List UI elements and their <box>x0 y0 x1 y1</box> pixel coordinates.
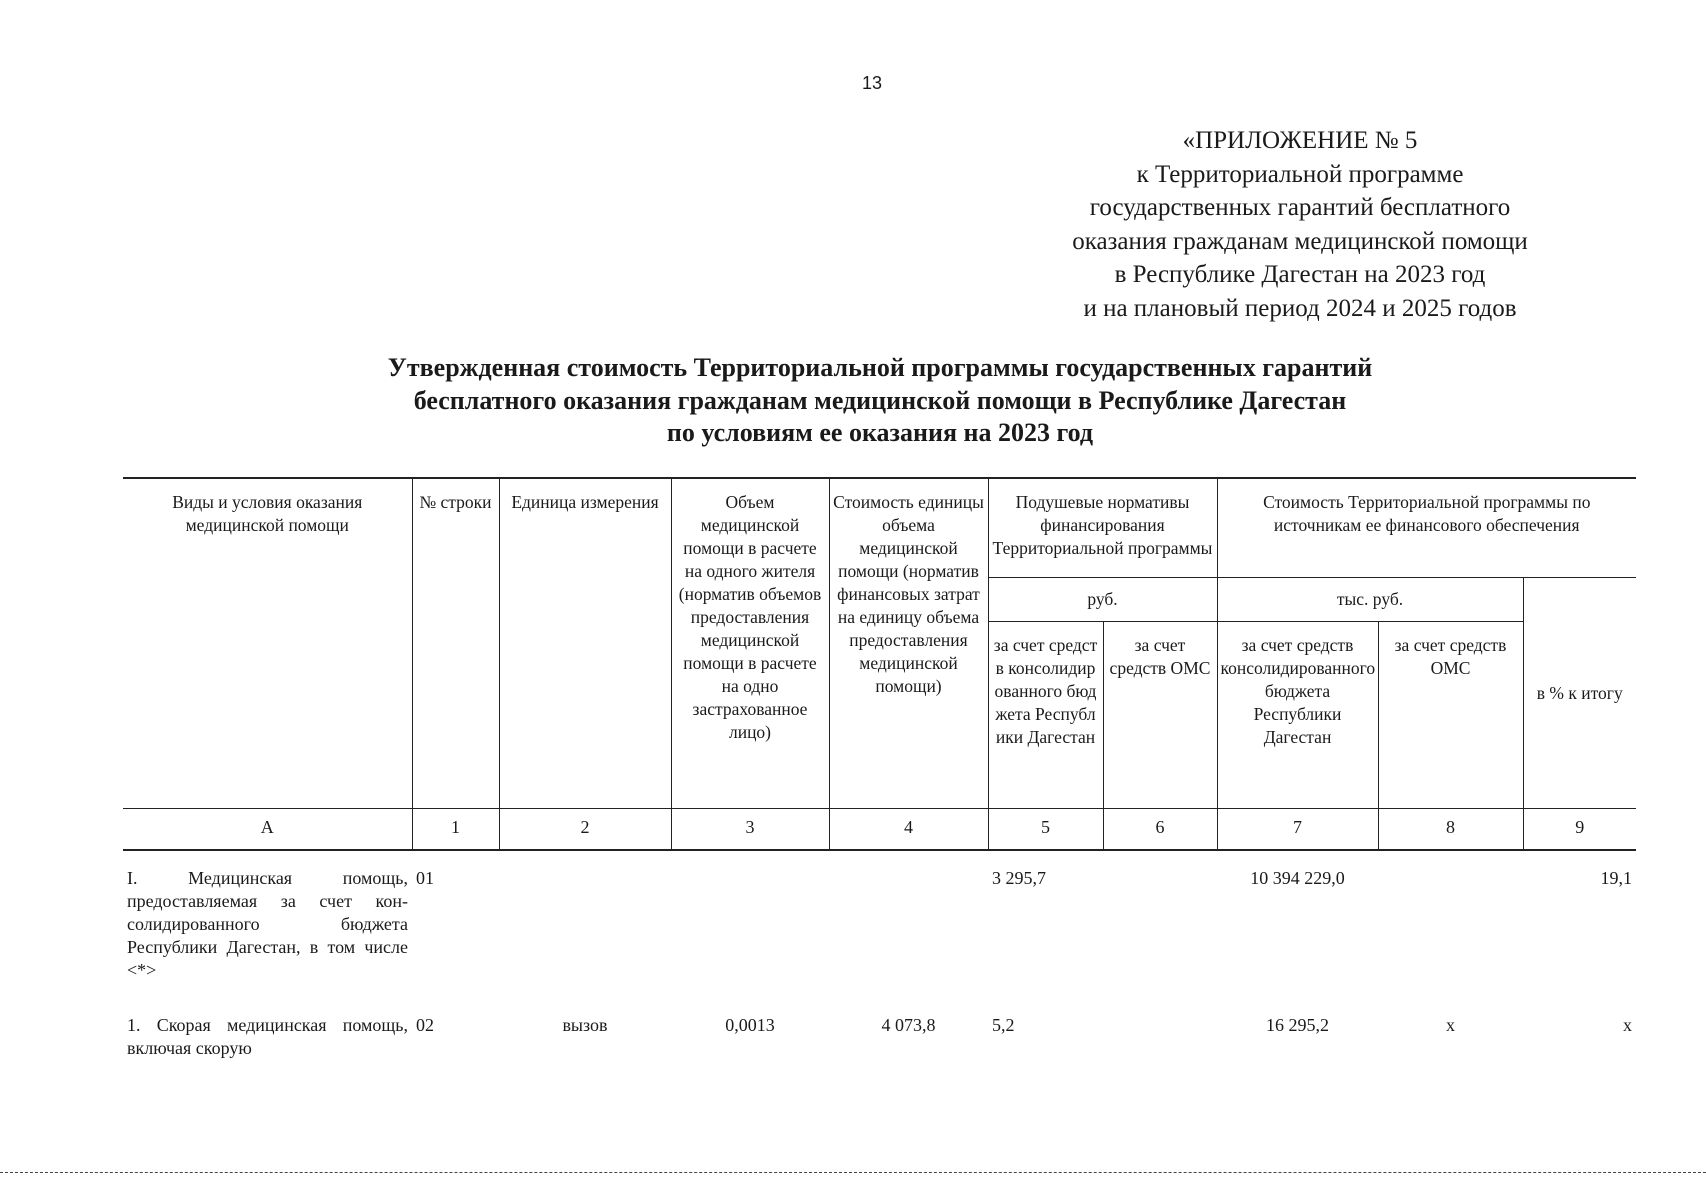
header-cost-oms: за счет средств ОМС <box>1378 622 1523 809</box>
table-row <box>123 850 1636 998</box>
cost-table-container <box>123 477 1636 1064</box>
appendix-header <box>1000 124 1600 325</box>
row-label: 1. Скорая медицинская помощь, включая скорую <box>127 1015 408 1058</box>
title-line: бесплатного оказания гражданам медицинской помощи в Республике Дагестан <box>413 385 1347 415</box>
appendix-line: оказания гражданам медицинской помощи <box>1072 227 1528 255</box>
column-number: 6 <box>1103 809 1217 851</box>
appendix-line: и на плановый период 2024 и 2025 годов <box>1083 294 1517 322</box>
header-unit: Единица измерения <box>499 478 671 809</box>
row-per-capita-oms <box>1103 998 1217 1064</box>
row-unit-cost <box>829 850 988 998</box>
row-per-capita-budget: 5,2 <box>992 1015 1015 1035</box>
header-cost-budget: за счет средств консолидированного бюджета Республики Дагестан <box>1217 622 1378 809</box>
row-per-capita-budget: 3 295,7 <box>992 868 1046 888</box>
cost-table <box>123 477 1636 1064</box>
table-row <box>123 998 1636 1064</box>
column-number: 8 <box>1378 809 1523 851</box>
appendix-line: в Республике Дагестан на 2023 год <box>1114 261 1486 288</box>
header-per-capita-group: Подушевые нормативы финансирования Территориальной программы <box>988 478 1217 578</box>
header-unit-thousand-rub: тыс. руб. <box>1217 578 1523 622</box>
header-per-capita-oms: за счет средств ОМС <box>1103 622 1217 809</box>
row-unit-cost: 4 073,8 <box>881 1015 936 1035</box>
column-number: 1 <box>412 809 499 851</box>
appendix-line: к Территориальной программе <box>1136 160 1464 188</box>
header-unit-rub: руб. <box>988 578 1217 622</box>
title-line: Утвержденная стоимость Территориальной программы государственных гарантий <box>387 353 1373 382</box>
column-number: 7 <box>1217 809 1378 851</box>
header-row-number: № строки <box>412 478 499 809</box>
row-percent: 19,1 <box>1600 868 1633 888</box>
row-code: 02 <box>416 1015 434 1035</box>
header-program-cost-group: Стоимость Территориальной программы по источникам ее финансового обеспечения <box>1217 478 1636 578</box>
row-cost-oms: х <box>1446 1015 1455 1035</box>
scan-edge-rule <box>0 1172 1706 1173</box>
row-per-capita-oms <box>1103 850 1217 998</box>
header-percent-total: в % к итогу <box>1523 578 1636 809</box>
row-volume: 0,0013 <box>725 1015 775 1035</box>
appendix-line: «ПРИЛОЖЕНИЕ № 5 <box>1182 127 1418 154</box>
column-number: А <box>123 809 412 851</box>
column-number: 2 <box>499 809 671 851</box>
header-type-of-care: Виды и условия оказания медицинской помощи <box>123 478 412 809</box>
column-number: 3 <box>671 809 829 851</box>
row-unit <box>499 850 671 998</box>
row-label: I. Медицинская помощь, предоставляемая за счет кон-солидированного бюджета Республики Дагестан, в том числе <*> <box>127 868 408 980</box>
row-volume <box>671 850 829 998</box>
page-number: 13 <box>862 73 883 93</box>
column-number: 9 <box>1523 809 1636 851</box>
row-cost-budget: 10 394 229,0 <box>1250 868 1345 888</box>
row-unit: вызов <box>562 1015 608 1035</box>
header-unit-cost-norm: Стоимость единицы объема медицинской помощи (норматив финансовых затрат на единицу объема предоставления медицинской помощи) <box>829 478 988 809</box>
row-percent: х <box>1623 1015 1633 1035</box>
column-number: 4 <box>829 809 988 851</box>
column-number: 5 <box>988 809 1103 851</box>
header-per-capita-budget: за счет средств консолидированного бюджета Республики Дагестан <box>988 622 1103 809</box>
row-code: 01 <box>416 868 434 888</box>
header-volume-norm: Объем медицинской помощи в расчете на одного жителя (норматив объемов предоставления медицинской помощи в расчете на одно застрахованное лицо) <box>671 478 829 809</box>
appendix-line: государственных гарантий бесплатного <box>1089 194 1511 221</box>
row-cost-oms <box>1378 850 1523 998</box>
row-cost-budget: 16 295,2 <box>1266 1015 1329 1035</box>
document-title <box>250 352 1510 450</box>
title-line: по условиям ее оказания на 2023 год <box>666 418 1094 447</box>
